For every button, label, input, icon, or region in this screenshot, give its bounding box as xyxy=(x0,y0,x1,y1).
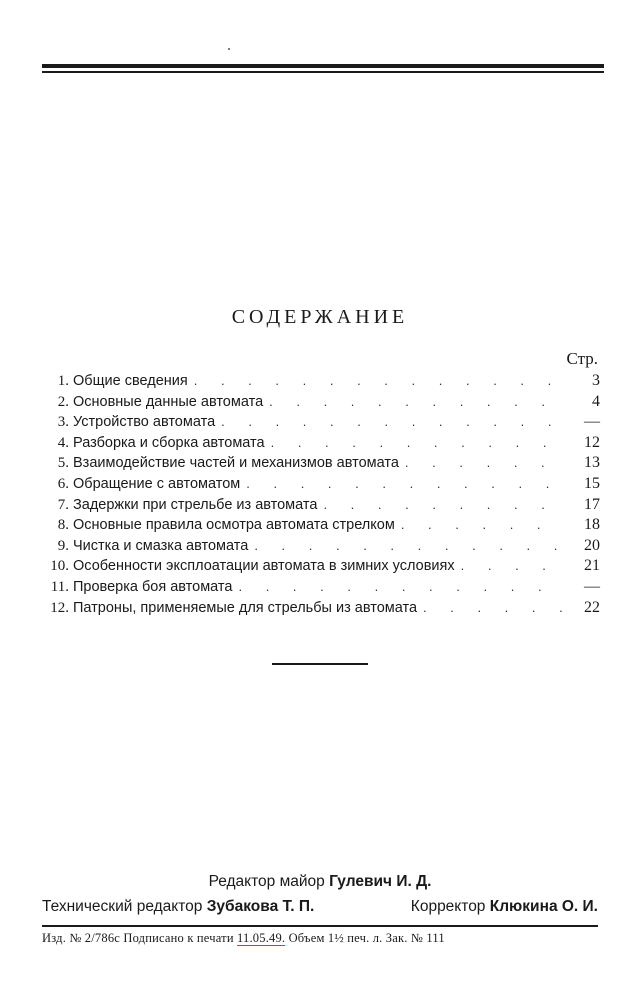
toc-item-title: Общие сведения xyxy=(73,373,188,389)
toc-item-title: Обращение с автоматом xyxy=(73,475,241,492)
toc-item-page: 12 xyxy=(584,433,600,451)
toc-leader-dots xyxy=(254,538,564,553)
toc-row xyxy=(40,393,600,414)
toc-row xyxy=(40,475,600,496)
print-speck xyxy=(228,48,230,50)
toc-item-page: 13 xyxy=(584,454,600,472)
toc-leader-dots xyxy=(246,476,564,491)
toc-leader-dots xyxy=(269,394,564,409)
toc-row xyxy=(40,434,600,455)
corrector-label: Корректор xyxy=(410,898,486,915)
staff-line xyxy=(42,898,598,916)
toc-item-number: 5. xyxy=(57,455,69,472)
toc-item-title: Основные данные автомата xyxy=(73,393,264,410)
toc-item-number: 11. xyxy=(50,578,69,595)
toc-row xyxy=(40,454,600,475)
toc-leader-dots xyxy=(401,517,564,532)
toc-row xyxy=(40,578,600,599)
toc-item-title: Разборка и сборка автомата xyxy=(73,434,265,451)
imprint-date: 11.05.49. xyxy=(237,931,286,945)
toc-item-page: 18 xyxy=(584,516,600,534)
toc-leader-dots xyxy=(194,373,564,388)
corrector xyxy=(411,898,598,916)
toc-row xyxy=(40,372,600,393)
table-of-contents xyxy=(40,372,600,619)
top-rule-thick xyxy=(42,64,604,68)
toc-item-page: 15 xyxy=(584,474,600,492)
toc-item-title: Чистка и смазка автомата xyxy=(73,537,249,554)
toc-leader-dots xyxy=(323,497,564,512)
toc-item-number: 9. xyxy=(57,537,69,554)
toc-item-title: Основные правила осмотра автомата стрелком xyxy=(73,517,395,534)
toc-item-number: 4. xyxy=(57,434,69,451)
toc-item-title: Устройство автомата xyxy=(73,414,216,431)
imprint-part1: Изд. № 2/786с Подписано к печати xyxy=(42,931,234,945)
toc-item-number: 12. xyxy=(50,599,69,616)
toc-item-page: — xyxy=(584,577,600,595)
toc-item-page: 22 xyxy=(584,598,600,616)
toc-item-page: 17 xyxy=(584,495,600,513)
toc-item-number: 6. xyxy=(57,475,69,492)
toc-row xyxy=(40,557,600,578)
toc-leader-dots xyxy=(405,455,564,470)
imprint-line xyxy=(42,931,598,946)
toc-leader-dots xyxy=(423,600,564,615)
toc-item-page: 4 xyxy=(592,392,600,410)
toc-item-page: — xyxy=(584,413,600,431)
corrector-name: Клюкина О. И. xyxy=(489,898,598,915)
tech-editor-label: Технический редактор xyxy=(42,898,203,915)
toc-item-number: 2. xyxy=(57,393,69,410)
toc-row xyxy=(40,516,600,537)
toc-item-title: Патроны, применяемые для стрельбы из автомата xyxy=(73,599,418,616)
toc-item-title: Особенности эксплоатации автомата в зимних условиях xyxy=(73,558,455,575)
top-rule-thin xyxy=(42,71,604,73)
toc-item-number: 10. xyxy=(50,558,69,575)
toc-row xyxy=(40,496,600,517)
editor-line xyxy=(0,873,640,891)
toc-leader-dots xyxy=(238,579,564,594)
toc-row xyxy=(40,413,600,434)
toc-item-number: 8. xyxy=(57,517,69,534)
toc-item-number: 3. xyxy=(57,414,69,431)
toc-item-title: Задержки при стрельбе из автомата xyxy=(73,496,318,513)
toc-item-title: Проверка боя автомата xyxy=(73,578,233,595)
page-title: СОДЕРЖАНИЕ xyxy=(231,306,409,328)
bottom-rule xyxy=(42,925,598,927)
toc-leader-dots xyxy=(221,414,564,429)
toc-leader-dots xyxy=(271,435,564,450)
toc-item-number: 1. xyxy=(57,373,69,389)
toc-item-title: Взаимодействие частей и механизмов автомата xyxy=(73,455,399,472)
tech-editor-name: Зубакова Т. П. xyxy=(206,898,315,915)
page-column-label: Стр. xyxy=(566,349,598,368)
toc-leader-dots xyxy=(461,558,564,573)
editor-name: Гулевич И. Д. xyxy=(329,873,432,890)
toc-row xyxy=(40,537,600,558)
editor-label: Редактор майор xyxy=(208,873,325,890)
section-divider xyxy=(272,663,368,665)
toc-item-page: 20 xyxy=(584,536,600,554)
toc-item-page: 3 xyxy=(592,372,600,389)
tech-editor xyxy=(42,898,314,916)
toc-item-page: 21 xyxy=(584,557,600,575)
imprint-part2: Объем 1½ печ. л. Зак. № 111 xyxy=(288,931,445,945)
toc-item-number: 7. xyxy=(57,496,69,513)
toc-row xyxy=(40,599,600,620)
